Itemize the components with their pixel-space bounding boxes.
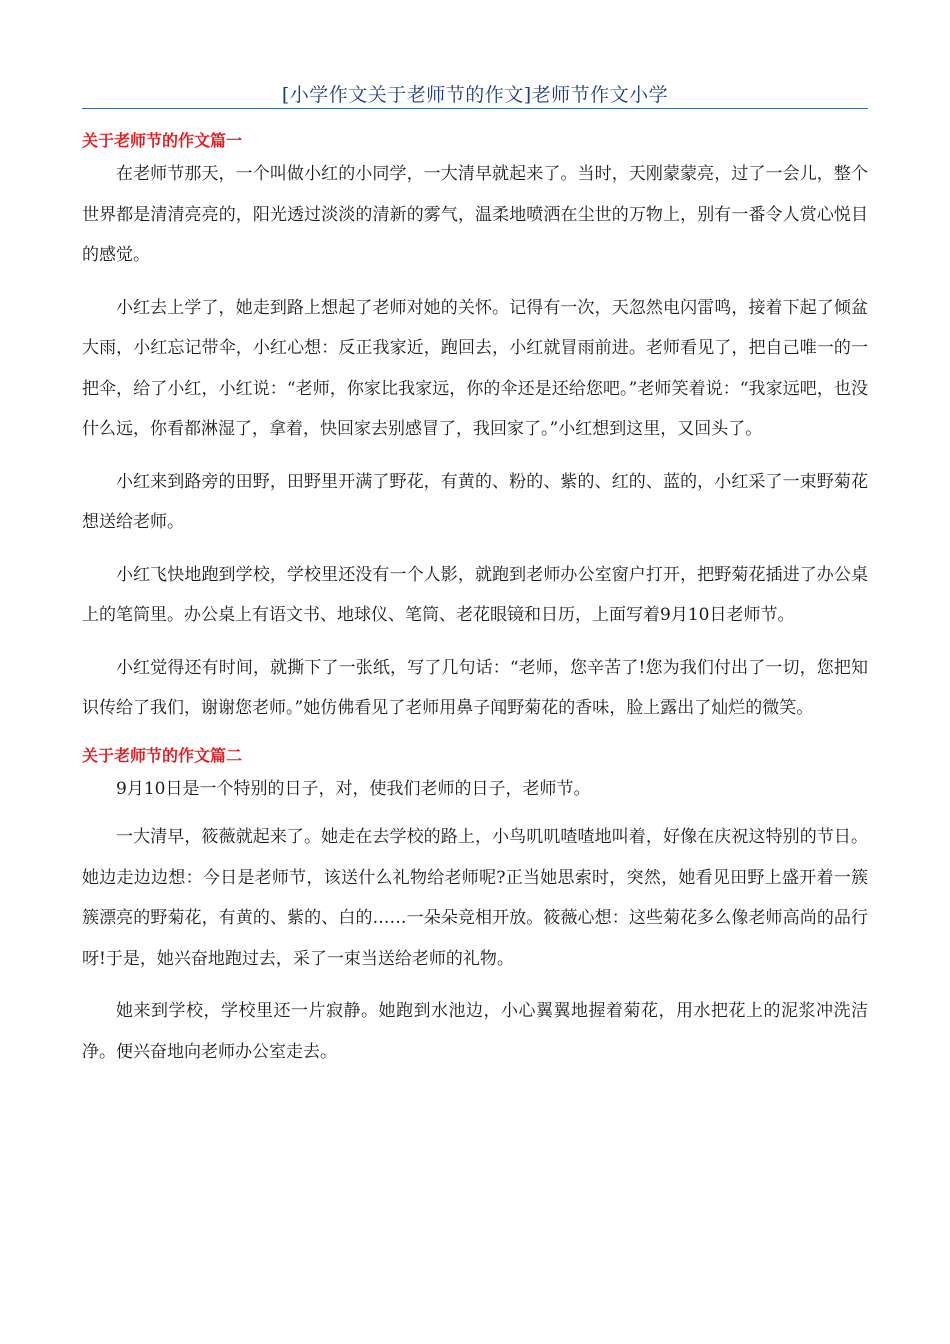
document-body [82,128,868,1084]
document-title: [小学作文关于老师节的作文]老师节作文小学 [281,84,669,106]
paragraph: 9月10日是一个特别的日子，对，使我们老师的日子，老师节。 [116,778,591,799]
paragraph: 小红觉得还有时间，就撕下了一张纸，写了几句话：“老师，您辛苦了!您为我们付出了一切，您把知识传给了我们，谢谢您老师。”她仿佛看见了老师用鼻子闻野菊花的香味，脸上露出了灿烂的微笑。 [82,657,868,718]
paragraph: 一大清早，筱薇就起来了。她走在去学校的路上，小鸟叽叽喳喳地叫着，好像在庆祝这特别的节日。她边走边边想：今日是老师节，该送什么礼物给老师呢?正当她思索时，突然，她看见田野上盛开着一簇簇漂亮的野菊花，有黄的、紫的、白的……一朵朵竞相开放。筱薇心想：这些菊花多么像老师高尚的品行呀!于是，她兴奋地跑过去，采了一束当送给老师的礼物。 [82,827,868,969]
paragraph: 小红飞快地跑到学校，学校里还没有一个人影，就跑到老师办公室窗户打开，把野菊花插进了办公桌上的笔筒里。办公桌上有语文书、地球仪、笔筒、老花眼镜和日历，上面写着9月10日老师节。 [82,564,868,625]
paragraph: 她来到学校，学校里还一片寂静。她跑到水池边，小心翼翼地握着菊花，用水把花上的泥浆冲洗洁净。便兴奋地向老师办公室走去。 [82,1001,868,1062]
title-underline [82,108,868,109]
section-heading-2: 关于老师节的作文篇二 [82,745,243,765]
paragraph: 小红去上学了，她走到路上想起了老师对她的关怀。记得有一次，天忽然电闪雷鸣，接着下起了倾盆大雨，小红忘记带伞，小红心想：反正我家近，跑回去，小红就冒雨前进。老师看见了，把自己唯一的一把伞，给了小红，小红说：“老师，你家比我家远，你的伞还是还给您吧。”老师笑着说：“我家远吧，也没什么远，你看都淋湿了，拿着，快回家去别感冒了，我回家了。”小红想到这里，又回头了。 [82,297,868,439]
section-heading-1: 关于老师节的作文篇一 [82,131,243,150]
paragraph: 在老师节那天，一个叫做小红的小同学，一大清早就起来了。当时，天刚蒙蒙亮，过了一会儿，整个世界都是清清亮亮的，阳光透过淡淡的清新的雾气，温柔地喷洒在尘世的万物上，别有一番令人赏心悦目的感觉。 [82,164,868,265]
paragraph: 小红来到路旁的田野，田野里开满了野花，有黄的、粉的、紫的、红的、蓝的，小红采了一束野菊花想送给老师。 [82,471,868,532]
